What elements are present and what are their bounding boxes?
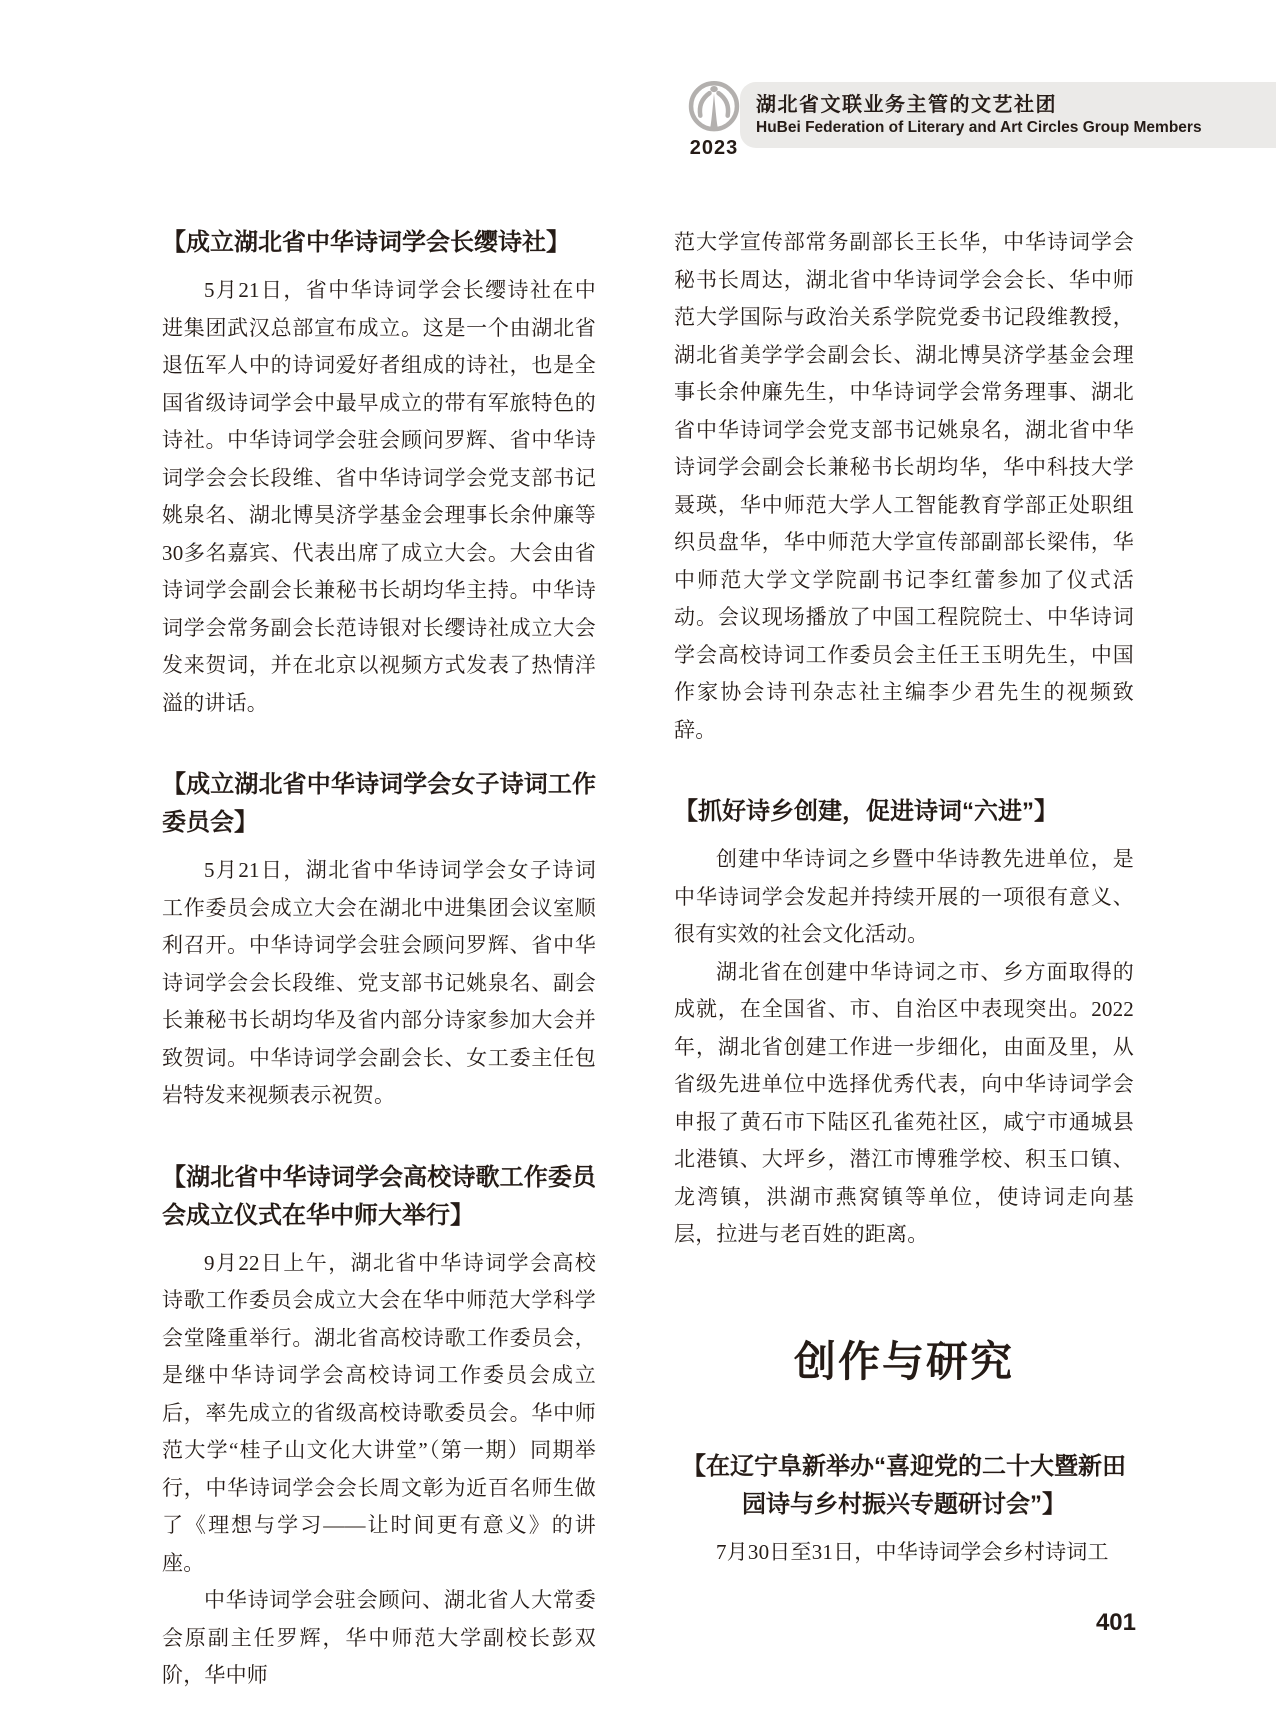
part-title: 创作与研究: [793, 1337, 1014, 1385]
body-paragraph-continuation: 范大学宣传部常务副部长王长华，中华诗词学会秘书长周达，湖北省中华诗词学会会长、华中师范大学国际与政治关系学院党委书记段维教授，湖北省美学学会副会长、湖北博昊济学基金会理事长余仲廉先生，中华诗词学会常务理事、湖北省中华诗词学会党支部书记姚泉名，湖北省中华诗词学会副会长兼秘书长胡均华，华中科技大学聂瑛，华中师范大学人工智能教育学部正处职组织员盘华，华中师范大学宣传部副部长梁伟，华中师范大学文学院副书记李红蕾参加了仪式活动。会议现场播放了中国工程院院士、中华诗词学会高校诗词工作委员会主任王玉明先生，中国作家协会诗刊杂志社主编李少君先生的视频致辞。: [674, 230, 1134, 742]
body-paragraph: 5月21日，湖北省中华诗词学会女子诗词工作委员会成立大会在湖北中进集团会议室顺利召开。中华诗词学会驻会顾问罗辉、省中华诗词学会会长段维、党支部书记姚泉名、副会长兼秘书长胡均华及省内部分诗家参加大会并致贺词。中华诗词学会副会长、女工委主任包岩特发来视频表示祝贺。: [162, 858, 596, 1107]
body-columns: [162, 224, 1134, 1695]
logo: [685, 80, 743, 160]
header-title-zh: 湖北省文联业务主管的文艺社团: [756, 94, 1057, 116]
left-column: [162, 224, 596, 1695]
section-heading: 【湖北省中华诗词学会高校诗歌工作委员会成立仪式在华中师大举行】: [162, 1163, 596, 1229]
page-number: 401: [1095, 1609, 1136, 1636]
header-title-en: HuBei Federation of Literary and Art Circles Group Members: [756, 119, 1202, 136]
right-column: [674, 224, 1134, 1695]
body-paragraph: 5月21日，省中华诗词学会长缨诗社在中进集团武汉总部宣布成立。这是一个由湖北省退伍军人中的诗词爱好者组成的诗社，也是全国省级诗词学会中最早成立的带有军旅特色的诗社。中华诗词学会驻会顾问罗辉、省中华诗词学会会长段维、省中华诗词学会党支部书记姚泉名、湖北博昊济学基金会理事长余仲廉等30多名嘉宾、代表出席了成立大会。大会由省诗词学会副会长兼秘书长胡均华主持。中华诗词学会常务副会长范诗银对长缨诗社成立大会发来贺词，并在北京以视频方式发表了热情洋溢的讲话。: [162, 278, 596, 715]
header-title-box: [740, 82, 1276, 148]
logo-year: 2023: [689, 137, 739, 159]
section-heading: 【抓好诗乡创建，促进诗词“六进”】: [674, 798, 1058, 825]
page-header: [0, 0, 1276, 170]
section-heading: 【成立湖北省中华诗词学会长缨诗社】: [162, 229, 570, 256]
body-paragraph: 7月30日至31日，中华诗词学会乡村诗词工: [716, 1539, 1109, 1564]
body-paragraph: 9月22日上午，湖北省中华诗词学会高校诗歌工作委员会成立大会在华中师范大学科学会堂隆重举行。湖北省高校诗歌工作委员会，是继中华诗词学会高校诗词工作委员会成立后，率先成立的省级高校诗歌委员会。华中师范大学“桂子山文化大讲堂”（第一期）同期举行，中华诗词学会会长周文彰为近百名师生做了《理想与学习——让时间更有意义》的讲座。: [162, 1250, 596, 1575]
body-paragraph: 创建中华诗词之乡暨中华诗教先进单位，是中华诗词学会发起并持续开展的一项很有意义、很有实效的社会文化活动。: [674, 847, 1134, 946]
section-heading: 【成立湖北省中华诗词学会女子诗词工作委员会】: [162, 771, 596, 836]
body-paragraph: 湖北省在创建中华诗词之市、乡方面取得的成就，在全国省、市、自治区中表现突出。2022年，湖北省创建工作进一步细化，由面及里，从省级先进单位中选择优秀代表，向中华诗词学会申报了黄石市下陆区孔雀苑社区，咸宁市通城县北港镇、大坪乡，潜江市博雅学校、积玉口镇、龙湾镇，洪湖市燕窝镇等单位，使诗词走向基层，拉进与老百姓的距离。: [674, 959, 1134, 1246]
section-heading: 【在辽宁阜新举办“喜迎党的二十大暨新田园诗与乡村振兴专题研讨会”】: [682, 1452, 1126, 1518]
body-paragraph: 中华诗词学会驻会顾问、湖北省人大常委会原副主任罗辉，华中师范大学副校长彭双阶，华中师: [162, 1588, 596, 1687]
hubei-wenlian-emblem-icon: [687, 80, 741, 136]
